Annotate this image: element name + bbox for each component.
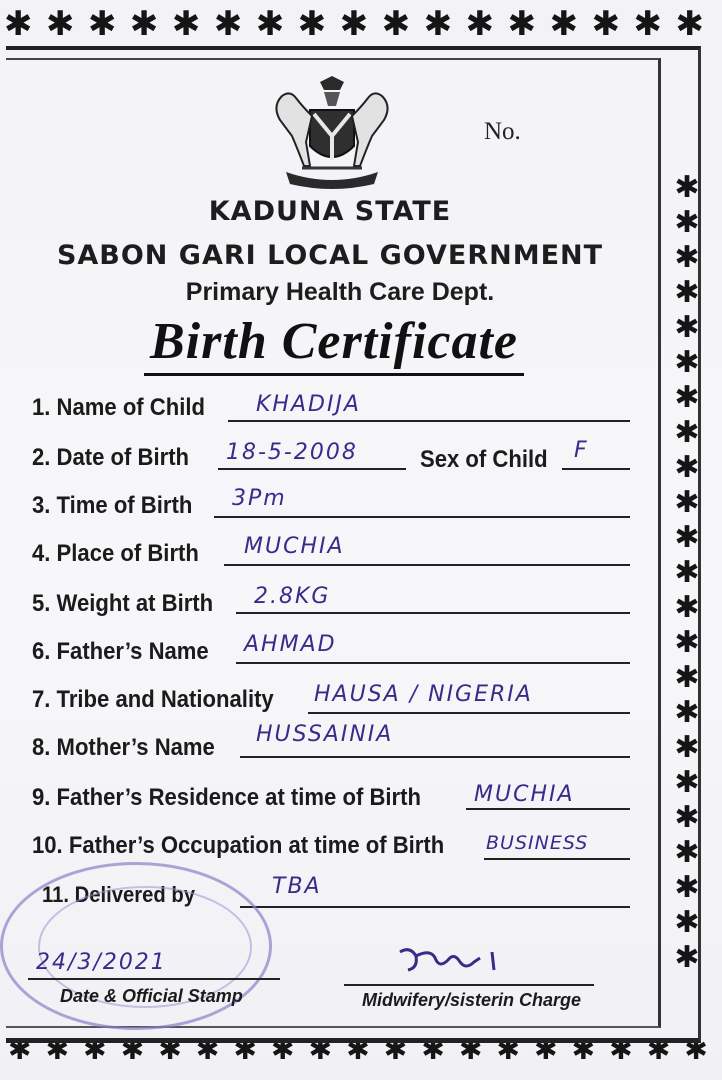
handwritten-date: 24/3/2021 xyxy=(36,950,167,975)
fill-line xyxy=(240,906,630,908)
handwritten-fathers-residence: MUCHIA xyxy=(474,782,575,807)
handwritten-weight: 2.8KG xyxy=(254,584,331,609)
midwife-label: Midwifery/sisterin Charge xyxy=(362,990,582,1010)
fill-line xyxy=(228,420,630,422)
field-time-of-birth xyxy=(32,486,206,520)
lga-heading: SABON GARI LOCAL GOVERNMENT xyxy=(56,240,604,271)
certificate-number-label: No. xyxy=(484,118,521,145)
star-border-right: ✱ ✱ ✱ ✱ ✱ ✱ ✱ ✱ ✱ ✱ ✱ ✱ ✱ ✱ ✱ ✱ ✱ ✱ ✱ ✱ ✱ ✱ ✱ xyxy=(674,170,700,975)
fill-line xyxy=(484,858,630,860)
fill-line xyxy=(224,564,630,566)
field-label: 2. Date of Birth xyxy=(32,444,190,471)
fill-line xyxy=(214,516,630,518)
field-label: 7. Tribe and Nationality xyxy=(32,686,274,713)
handwritten-date-of-birth: 18-5-2008 xyxy=(226,440,358,465)
fill-line xyxy=(466,808,630,810)
field-label: Sex of Child xyxy=(420,446,548,473)
field-label: 9. Father’s Residence at time of Birth xyxy=(32,784,421,811)
field-label: 4. Place of Birth xyxy=(32,540,199,567)
star-border-bottom: ✱ ✱ ✱ ✱ ✱ ✱ ✱ ✱ ✱ ✱ ✱ ✱ ✱ ✱ ✱ ✱ ✱ ✱ ✱ xyxy=(8,1033,708,1066)
handwritten-fathers-occupation: BUSINESS xyxy=(486,832,589,854)
state-heading: KADUNA STATE xyxy=(208,196,452,227)
fill-line xyxy=(236,612,630,614)
midwife-signature-icon xyxy=(396,942,506,982)
handwritten-delivered-by: TBA xyxy=(272,874,322,899)
handwritten-child-name: KHADIJA xyxy=(256,392,361,417)
date-stamp-label: Date & Official Stamp xyxy=(60,986,243,1006)
handwritten-place-of-birth: MUCHIA xyxy=(244,534,345,559)
field-label: 3. Time of Birth xyxy=(32,492,193,519)
field-tribe-nationality xyxy=(32,680,295,714)
department-heading: Primary Health Care Dept. xyxy=(185,278,495,306)
field-label: 11. Delivered by xyxy=(42,882,196,907)
fill-line xyxy=(218,468,406,470)
field-label: 5. Weight at Birth xyxy=(32,590,214,617)
field-label: 6. Father’s Name xyxy=(32,638,209,665)
field-label: 8. Mother’s Name xyxy=(32,734,215,761)
signature-line xyxy=(344,984,594,986)
fill-line xyxy=(308,712,630,714)
field-fathers-occupation xyxy=(32,826,480,860)
handwritten-sex: F xyxy=(574,438,589,463)
fill-line xyxy=(236,662,630,664)
date-line xyxy=(28,978,280,980)
coat-of-arms-icon xyxy=(262,76,402,194)
handwritten-tribe-nationality: HAUSA / NIGERIA xyxy=(314,682,533,707)
field-label: 1. Name of Child xyxy=(32,394,205,421)
handwritten-time-of-birth: 3Pm xyxy=(232,486,287,511)
field-mothers-name xyxy=(32,728,231,762)
field-label: 10. Father’s Occupation at time of Birth xyxy=(32,832,445,859)
field-name-of-child xyxy=(32,388,220,422)
star-border-top: ✱ ✱ ✱ ✱ ✱ ✱ ✱ ✱ ✱ ✱ ✱ ✱ ✱ ✱ ✱ ✱ ✱ xyxy=(4,4,704,44)
field-fathers-name xyxy=(32,632,224,666)
handwritten-fathers-name: AHMAD xyxy=(244,632,337,657)
certificate-title-text: Birth Certificate xyxy=(144,312,524,376)
field-place-of-birth xyxy=(32,534,213,568)
field-weight-at-birth xyxy=(32,584,229,618)
certificate-title xyxy=(0,312,668,376)
handwritten-mothers-name: HUSSAINIA xyxy=(256,722,394,747)
fill-line xyxy=(240,756,630,758)
field-fathers-residence xyxy=(32,778,455,812)
field-date-of-birth xyxy=(32,438,203,472)
fill-line xyxy=(562,468,630,470)
field-sex-of-child xyxy=(420,440,559,474)
